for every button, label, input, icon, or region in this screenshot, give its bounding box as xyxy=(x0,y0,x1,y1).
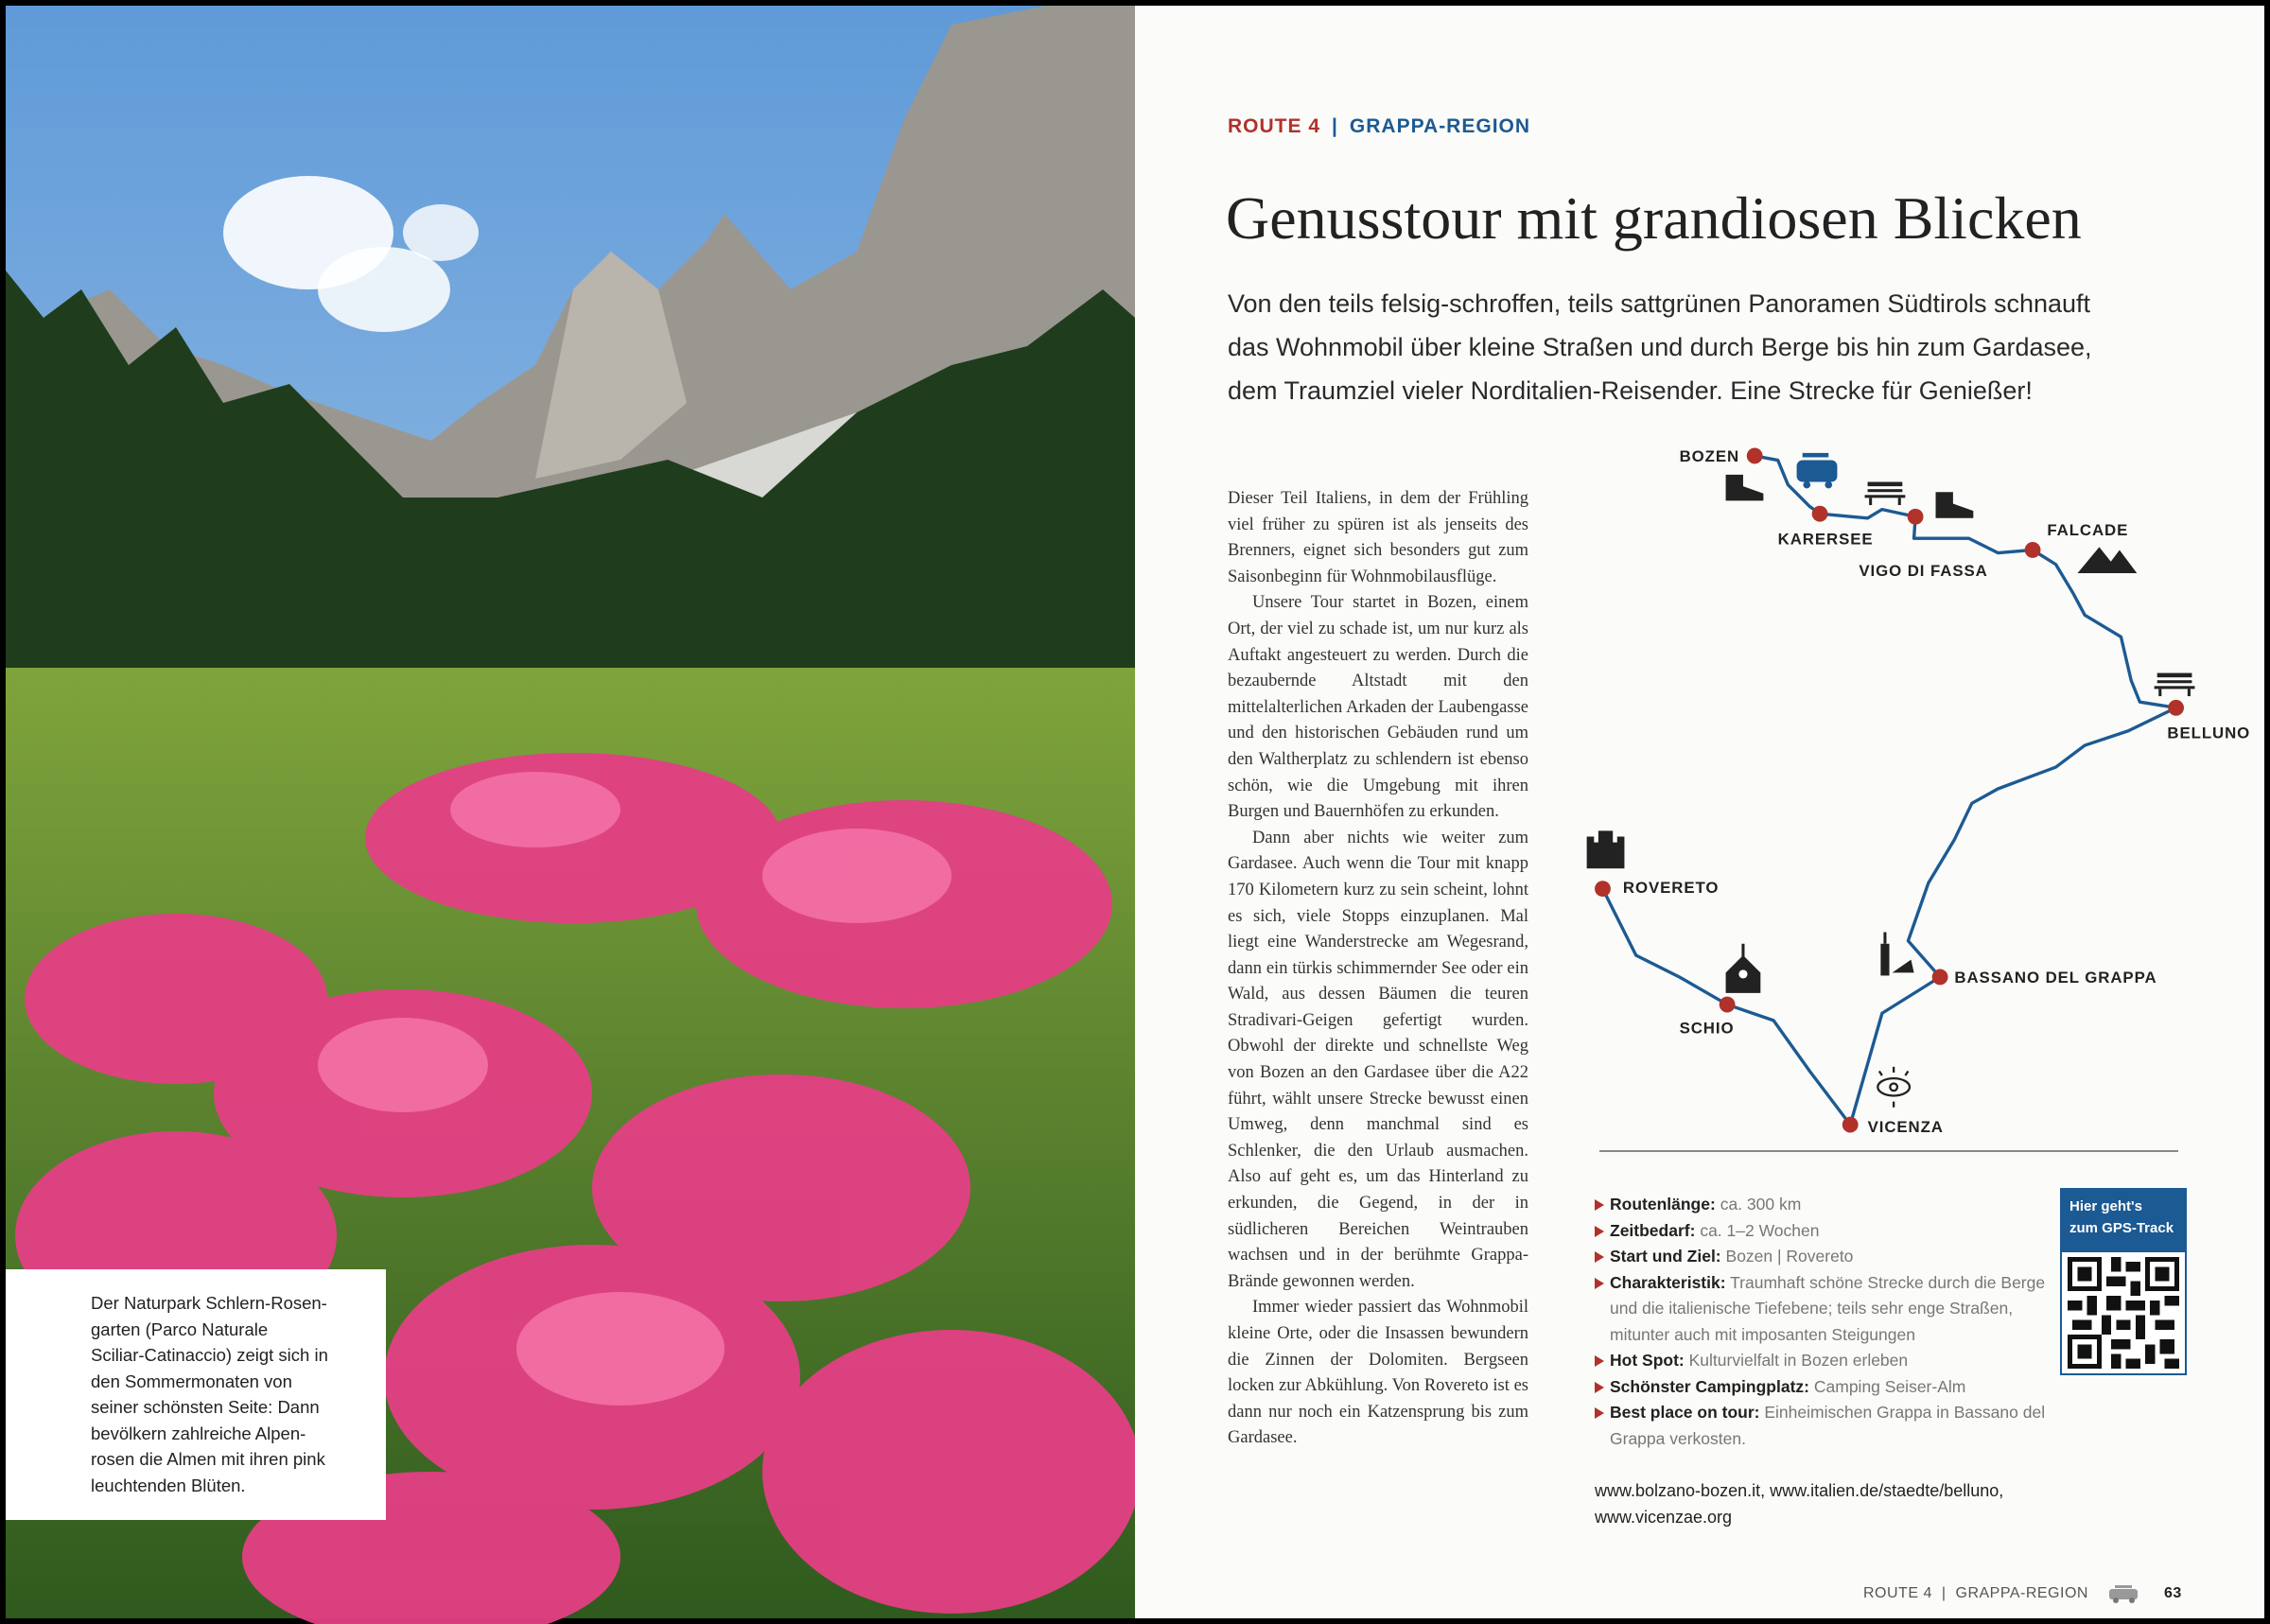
caption-line: seiner schönsten Seite: Dann xyxy=(91,1397,320,1417)
eye-icon xyxy=(1877,1067,1910,1108)
qr-line: zum GPS-Track xyxy=(2069,1220,2174,1236)
bullet-triangle-icon xyxy=(1595,1355,1604,1367)
fact-item xyxy=(1593,1400,2066,1452)
fact-label: Best place on tour: xyxy=(1610,1403,1760,1422)
stop-marker-schio[interactable] xyxy=(1720,997,1736,1013)
fact-item xyxy=(1593,1192,2066,1218)
body-paragraph: Dieser Teil Italiens, in dem der Frühling viel früher zu spüren ist als jenseits des Brenners, eignet sich besonders gut zum Saisonbeginn für Wohnmobilausflüge. xyxy=(1228,489,1528,586)
body-paragraph: Immer wieder passiert das Wohnmobil kleine Orte, oder die Insassen bewundern die Zinnen der Dolomiten. Bergseen locken zur Abkühlung. Von Rovereto ist es dann nur noch ein Katzensprung bis zum Gardasee. xyxy=(1228,1298,1528,1448)
qr-heading xyxy=(2062,1190,2185,1252)
stop-marker-belluno[interactable] xyxy=(2168,700,2184,716)
lead-paragraph xyxy=(1228,282,2192,412)
bench-icon xyxy=(2155,673,2195,696)
bullet-triangle-icon xyxy=(1595,1226,1604,1237)
qr-line: Hier geht's xyxy=(2069,1198,2142,1214)
stop-label: FALCADE xyxy=(2047,521,2129,540)
page-footer xyxy=(1863,1583,2182,1604)
stop-label: KARERSEE xyxy=(1777,530,1874,549)
divider xyxy=(1599,1150,2178,1152)
body-text xyxy=(1228,486,1528,1452)
fact-item xyxy=(1593,1374,2066,1401)
caption-line: rosen die Almen mit ihren pink xyxy=(91,1449,325,1469)
caption-line: den Sommermonaten von xyxy=(91,1371,292,1391)
route-facts-list xyxy=(1593,1192,2066,1452)
bullet-triangle-icon xyxy=(1595,1382,1604,1393)
fact-value: Bozen | Rovereto xyxy=(1725,1247,1854,1266)
stop-marker-rovereto[interactable] xyxy=(1595,881,1611,897)
qr-code-icon[interactable] xyxy=(2062,1252,2185,1373)
fact-value: Traumhaft schöne Strecke durch die Berge und die italienische Tiefebene; teils sehr enge Straßen, mitunter auch mit imposanten Steigungen xyxy=(1610,1272,2046,1344)
church-icon xyxy=(1726,944,1761,993)
camper-van-icon xyxy=(2107,1583,2141,1604)
fact-item xyxy=(1593,1348,2066,1374)
route-kicker xyxy=(1228,115,1530,138)
photo-caption xyxy=(6,1269,386,1520)
stop-label: ROVERETO xyxy=(1622,879,1720,898)
stop-label: VICENZA xyxy=(1867,1117,1944,1136)
route-map xyxy=(1585,434,2251,1144)
stop-label: BOZEN xyxy=(1679,447,1740,466)
stop-marker-vicenza[interactable] xyxy=(1842,1117,1859,1133)
stop-label: BELLUNO xyxy=(2167,724,2251,742)
fact-value: Kulturvielfalt in Bozen erleben xyxy=(1688,1351,1909,1370)
fact-value: ca. 1–2 Wochen xyxy=(1700,1220,1820,1240)
bullet-triangle-icon xyxy=(1595,1278,1604,1289)
lead-line: das Wohnmobil über kleine Straßen und durch Berge bis hin zum Gardasee, xyxy=(1228,333,2092,361)
bullet-triangle-icon xyxy=(1595,1199,1604,1211)
footer-region: GRAPPA-REGION xyxy=(1955,1585,2088,1601)
fact-item xyxy=(1593,1218,2066,1245)
fact-label: Routenlänge: xyxy=(1610,1195,1716,1214)
bench-icon xyxy=(1865,482,1906,505)
page-title: Genusstour mit grandiosen Blicken xyxy=(1226,184,2082,252)
gps-track-qr-box[interactable] xyxy=(2060,1188,2187,1375)
stop-marker-falcade[interactable] xyxy=(2025,542,2041,558)
stop-marker-bozen[interactable] xyxy=(1747,448,1763,464)
bullet-triangle-icon xyxy=(1595,1251,1604,1263)
caption-line: Sciliar-Catinaccio) zeigt sich in xyxy=(91,1345,328,1365)
right-page xyxy=(1135,6,2264,1618)
fact-label: Start und Ziel: xyxy=(1610,1247,1721,1266)
url-line[interactable]: www.vicenzae.org xyxy=(1595,1508,1733,1527)
fact-value: Camping Seiser-Alm xyxy=(1813,1376,1966,1396)
camper-van-icon xyxy=(1797,453,1838,489)
fact-item xyxy=(1593,1244,2066,1270)
stop-label: BASSANO DEL GRAPPA xyxy=(1954,969,2157,987)
separator: | xyxy=(1332,115,1338,137)
stop-label: VIGO DI FASSA xyxy=(1859,562,1988,580)
stop-label: SCHIO xyxy=(1679,1019,1735,1038)
caption-line: leuchtenden Blüten. xyxy=(91,1475,246,1495)
castle-icon xyxy=(1587,830,1625,868)
fact-label: Hot Spot: xyxy=(1610,1351,1685,1370)
body-paragraph: Unsere Tour startet in Bozen, einem Ort, der viel zu schade ist, um nur kurz als Auftakt angesteuert zu werden. Durch die bezaubernde Altstadt mit den mittelalterlichen Arkaden der Laubengasse und den historischen Gebäuden rund um den Waltherplatz zu schlendern ist ebenso schön, wie die Umgebung mit ihren Burgen und Bauernhöfen zu erkunden. xyxy=(1228,593,1528,822)
url-line[interactable]: www.bolzano-bozen.it, www.italien.de/staedte/belluno, xyxy=(1595,1481,2004,1500)
fact-label: Schönster Campingplatz: xyxy=(1610,1376,1809,1396)
footer-route: ROUTE 4 xyxy=(1863,1585,1932,1601)
body-paragraph: Dann aber nichts wie weiter zum Gardasee. Auch wenn die Tour mit knapp 170 Kilometern kurz zu sein scheint, lohnt es sich, viele Stopps einzuplanen. Mal liegt eine Wanderstrecke am Wegesrand, dann ein türkis schimmernder See oder ein Wald, aus dessen Bäumen die teuren Stradivari-Geigen gefertigt wurden. Obwohl der direkte und schnellste Weg von Bozen an den Gardasee über die A22 führt, wählt unsere Strecke bewusst einen Umweg, denn manchmal sind es Schlenker, die den Urlaub ausmachen. Also auf geht es, um das Hinterland zu erkunden, die Gegend, in der in südlicheren Bereichen Weintrauben wachsen und in der berühmte Grappa-Brände gewonnen werden. xyxy=(1228,828,1528,1291)
footer-separator: | xyxy=(1941,1585,1947,1601)
lead-line: Von den teils felsig-schroffen, teils sattgrünen Panoramen Südtirols schnauft xyxy=(1228,289,2091,318)
hiking-boot-icon xyxy=(1936,492,1974,518)
mountains-icon xyxy=(2078,547,2138,573)
region-label: GRAPPA-REGION xyxy=(1349,115,1531,137)
fact-item xyxy=(1593,1270,2066,1349)
route-label: ROUTE 4 xyxy=(1228,115,1321,137)
fact-label: Charakteristik: xyxy=(1610,1272,1726,1292)
fact-value: Einheimischen Grappa in Bassano del Grappa verkosten. xyxy=(1610,1403,2046,1448)
caption-line: garten (Parco Naturale xyxy=(91,1318,269,1339)
lead-line: dem Traumziel vieler Norditalien-Reisender. Eine Strecke für Genießer! xyxy=(1228,376,2033,405)
bullet-triangle-icon xyxy=(1595,1407,1604,1419)
links xyxy=(1595,1477,2003,1530)
caption-line: bevölkern zahlreiche Alpen- xyxy=(91,1423,306,1443)
page-number: 63 xyxy=(2163,1585,2182,1601)
hiking-boot-icon xyxy=(1726,475,1764,501)
stop-marker-bassano[interactable] xyxy=(1932,969,1948,986)
stop-marker-vigo-di-fassa[interactable] xyxy=(1908,509,1924,525)
fact-label: Zeitbedarf: xyxy=(1610,1220,1696,1240)
stop-marker-karersee[interactable] xyxy=(1812,506,1828,522)
fact-value: ca. 300 km xyxy=(1720,1195,1802,1214)
caption-line: Der Naturpark Schlern-Rosen- xyxy=(91,1293,327,1313)
